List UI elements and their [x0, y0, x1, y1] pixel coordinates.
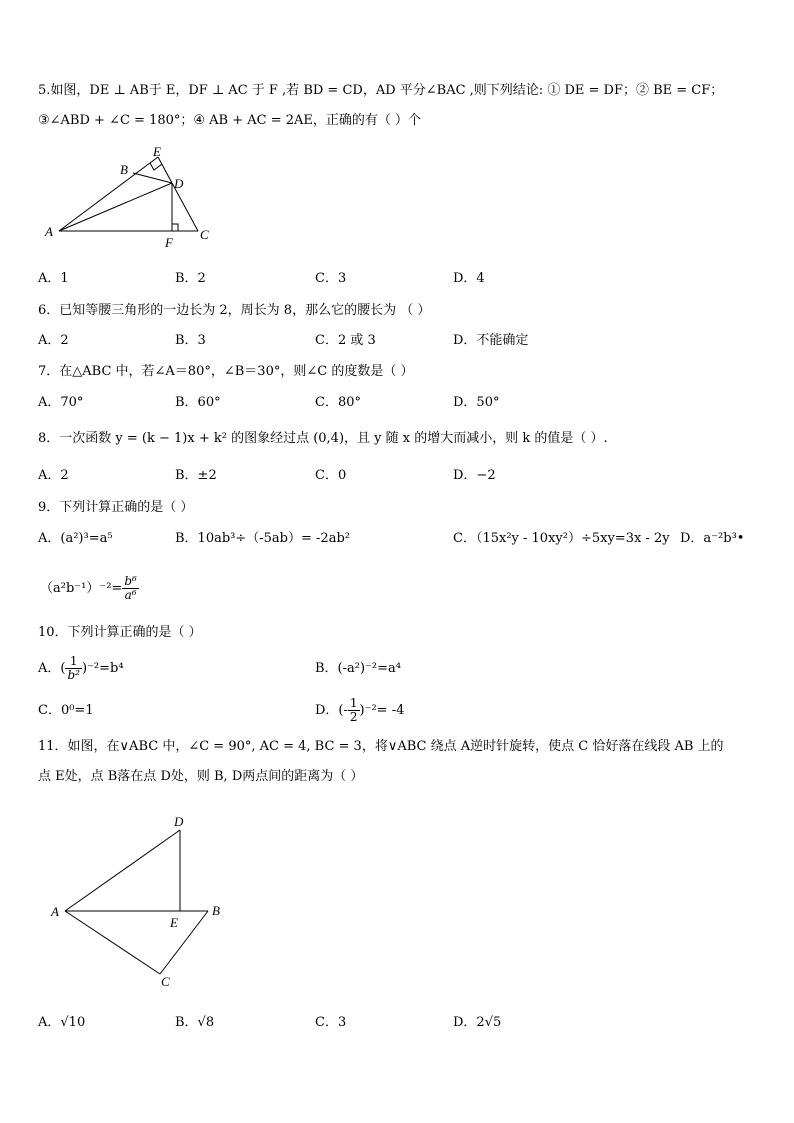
q11-option-a[interactable]: A．√10 — [38, 1015, 86, 1030]
q5-label-B: B — [120, 162, 128, 177]
q10-option-d-prefix: D．(- — [315, 703, 348, 718]
q5-option-b[interactable]: B．2 — [175, 271, 206, 286]
q11-line-AD — [65, 830, 180, 911]
q5-label-A: A — [45, 224, 53, 239]
q5-option-d[interactable]: D．4 — [453, 271, 485, 286]
q7-option-c[interactable]: C．80° — [315, 395, 361, 410]
q5-option-c[interactable]: C．3 — [315, 271, 347, 286]
q8-text: 8．一次函数 y = (k − 1)x + k² 的图象经过点 (0,4)，且 y 随 x 的增大而减小，则 k 的值是（ ）. — [38, 431, 608, 446]
q5-line-AD — [59, 183, 172, 231]
q10-option-a-fraction — [65, 655, 82, 682]
q6-option-b[interactable]: B．3 — [175, 333, 206, 348]
q10-option-a-frac-num: 1 — [65, 655, 82, 669]
q8-option-b[interactable]: B．±2 — [175, 468, 217, 483]
q5-text-line2: ③∠ABD + ∠C = 180°；④ AB + AC = 2AE，正确的有（ ）个 — [38, 113, 422, 128]
q5-line-AE — [59, 157, 158, 231]
q5-line-BD — [133, 173, 172, 183]
q11-label-C: C — [161, 974, 170, 989]
q9-text: 9．下列计算正确的是（ ） — [38, 500, 194, 515]
q11-text-line1: 11．如图，在∨ABC 中，∠C = 90°, AC = 4, BC = 3，将∨ABC 绕点 A逆时针旋转，使点 C 恰好落在线段 AB 上的 — [38, 739, 724, 754]
q10-text: 10．下列计算正确的是（ ） — [38, 625, 202, 640]
q10-option-d-suffix: )⁻²= -4 — [359, 703, 405, 718]
q9-option-d-fraction — [122, 575, 139, 602]
q9-option-d-cont-text: （a²b⁻¹）⁻²= — [40, 581, 123, 596]
q7-option-d[interactable]: D．50° — [453, 395, 500, 410]
q5-label-F: F — [165, 235, 173, 250]
q8-option-d[interactable]: D．−2 — [453, 468, 496, 483]
q11-option-c[interactable]: C．3 — [315, 1015, 347, 1030]
q9-option-a[interactable]: A．(a²)³=a⁵ — [38, 531, 113, 546]
q9-option-b[interactable]: B．10ab³÷（-5ab）= -2ab² — [175, 531, 350, 546]
q5-right-angle-F — [172, 224, 178, 231]
q9-option-d-frac-den: a⁶ — [124, 588, 137, 602]
q6-option-d[interactable]: D．不能确定 — [453, 333, 529, 348]
q8-option-c[interactable]: C．0 — [315, 468, 347, 483]
q10-option-a-frac-den: b² — [67, 668, 80, 682]
q10-option-d[interactable] — [315, 694, 404, 728]
q7-option-a[interactable]: A．70° — [38, 395, 84, 410]
q5-line-ED — [158, 157, 172, 183]
q11-line-CB — [160, 911, 208, 974]
q5-option-a[interactable]: A．1 — [38, 271, 69, 286]
q9-option-d-continued — [40, 570, 139, 608]
q7-option-b[interactable]: B．60° — [175, 395, 221, 410]
q9-option-d-frac-num: b⁶ — [124, 574, 137, 588]
q10-option-d-frac-den: 2 — [349, 710, 358, 724]
q5-label-E: E — [153, 144, 161, 159]
q10-option-a-suffix: )⁻²=b⁴ — [81, 661, 124, 676]
q11-label-E: E — [170, 915, 178, 930]
q5-text-line1: 5.如图，DE ⊥ AB于 E，DF ⊥ AC 于 F ,若 BD = CD，AD 平分∠BAC ,则下列结论: ① DE = DF；② BE = CF； — [38, 83, 724, 98]
q7-text: 7．在△ABC 中，若∠A＝80°，∠B＝30°，则∠C 的度数是（ ） — [38, 364, 414, 379]
q11-label-B: B — [212, 903, 220, 918]
q10-option-a-prefix: A．( — [38, 661, 66, 676]
q11-text-line2: 点 E处，点 B落在点 D处，则 B, D两点间的距离为（ ） — [38, 769, 364, 784]
q5-right-angle-E — [150, 163, 162, 170]
q11-figure — [40, 808, 240, 993]
q6-option-c[interactable]: C．2 或 3 — [315, 333, 376, 348]
q11-option-d[interactable]: D．2√5 — [453, 1015, 502, 1030]
q5-label-D: D — [174, 176, 184, 191]
q11-label-A: A — [51, 904, 59, 919]
q10-option-a[interactable] — [38, 652, 124, 686]
q6-text: 6．已知等腰三角形的一边长为 2，周长为 8，那么它的腰长为 （ ） — [38, 303, 431, 318]
q11-line-AC — [65, 911, 160, 974]
q9-option-d[interactable]: D．a⁻²b³• — [680, 531, 745, 546]
q10-option-c[interactable]: C．0⁰=1 — [38, 703, 94, 718]
q9-option-c[interactable]: C．（15x²y - 10xy²）÷5xy=3x - 2y — [453, 531, 670, 546]
q10-option-d-frac-num: 1 — [349, 696, 358, 710]
q10-option-b[interactable]: B．(-a²)⁻²=a⁴ — [315, 661, 401, 676]
q5-figure — [40, 142, 220, 252]
q8-option-a[interactable]: A．2 — [38, 468, 69, 483]
q10-option-d-fraction — [348, 697, 360, 724]
q6-option-a[interactable]: A．2 — [38, 333, 69, 348]
q5-label-C: C — [200, 227, 209, 242]
q11-label-D: D — [174, 814, 184, 829]
q11-option-b[interactable]: B．√8 — [175, 1015, 215, 1030]
